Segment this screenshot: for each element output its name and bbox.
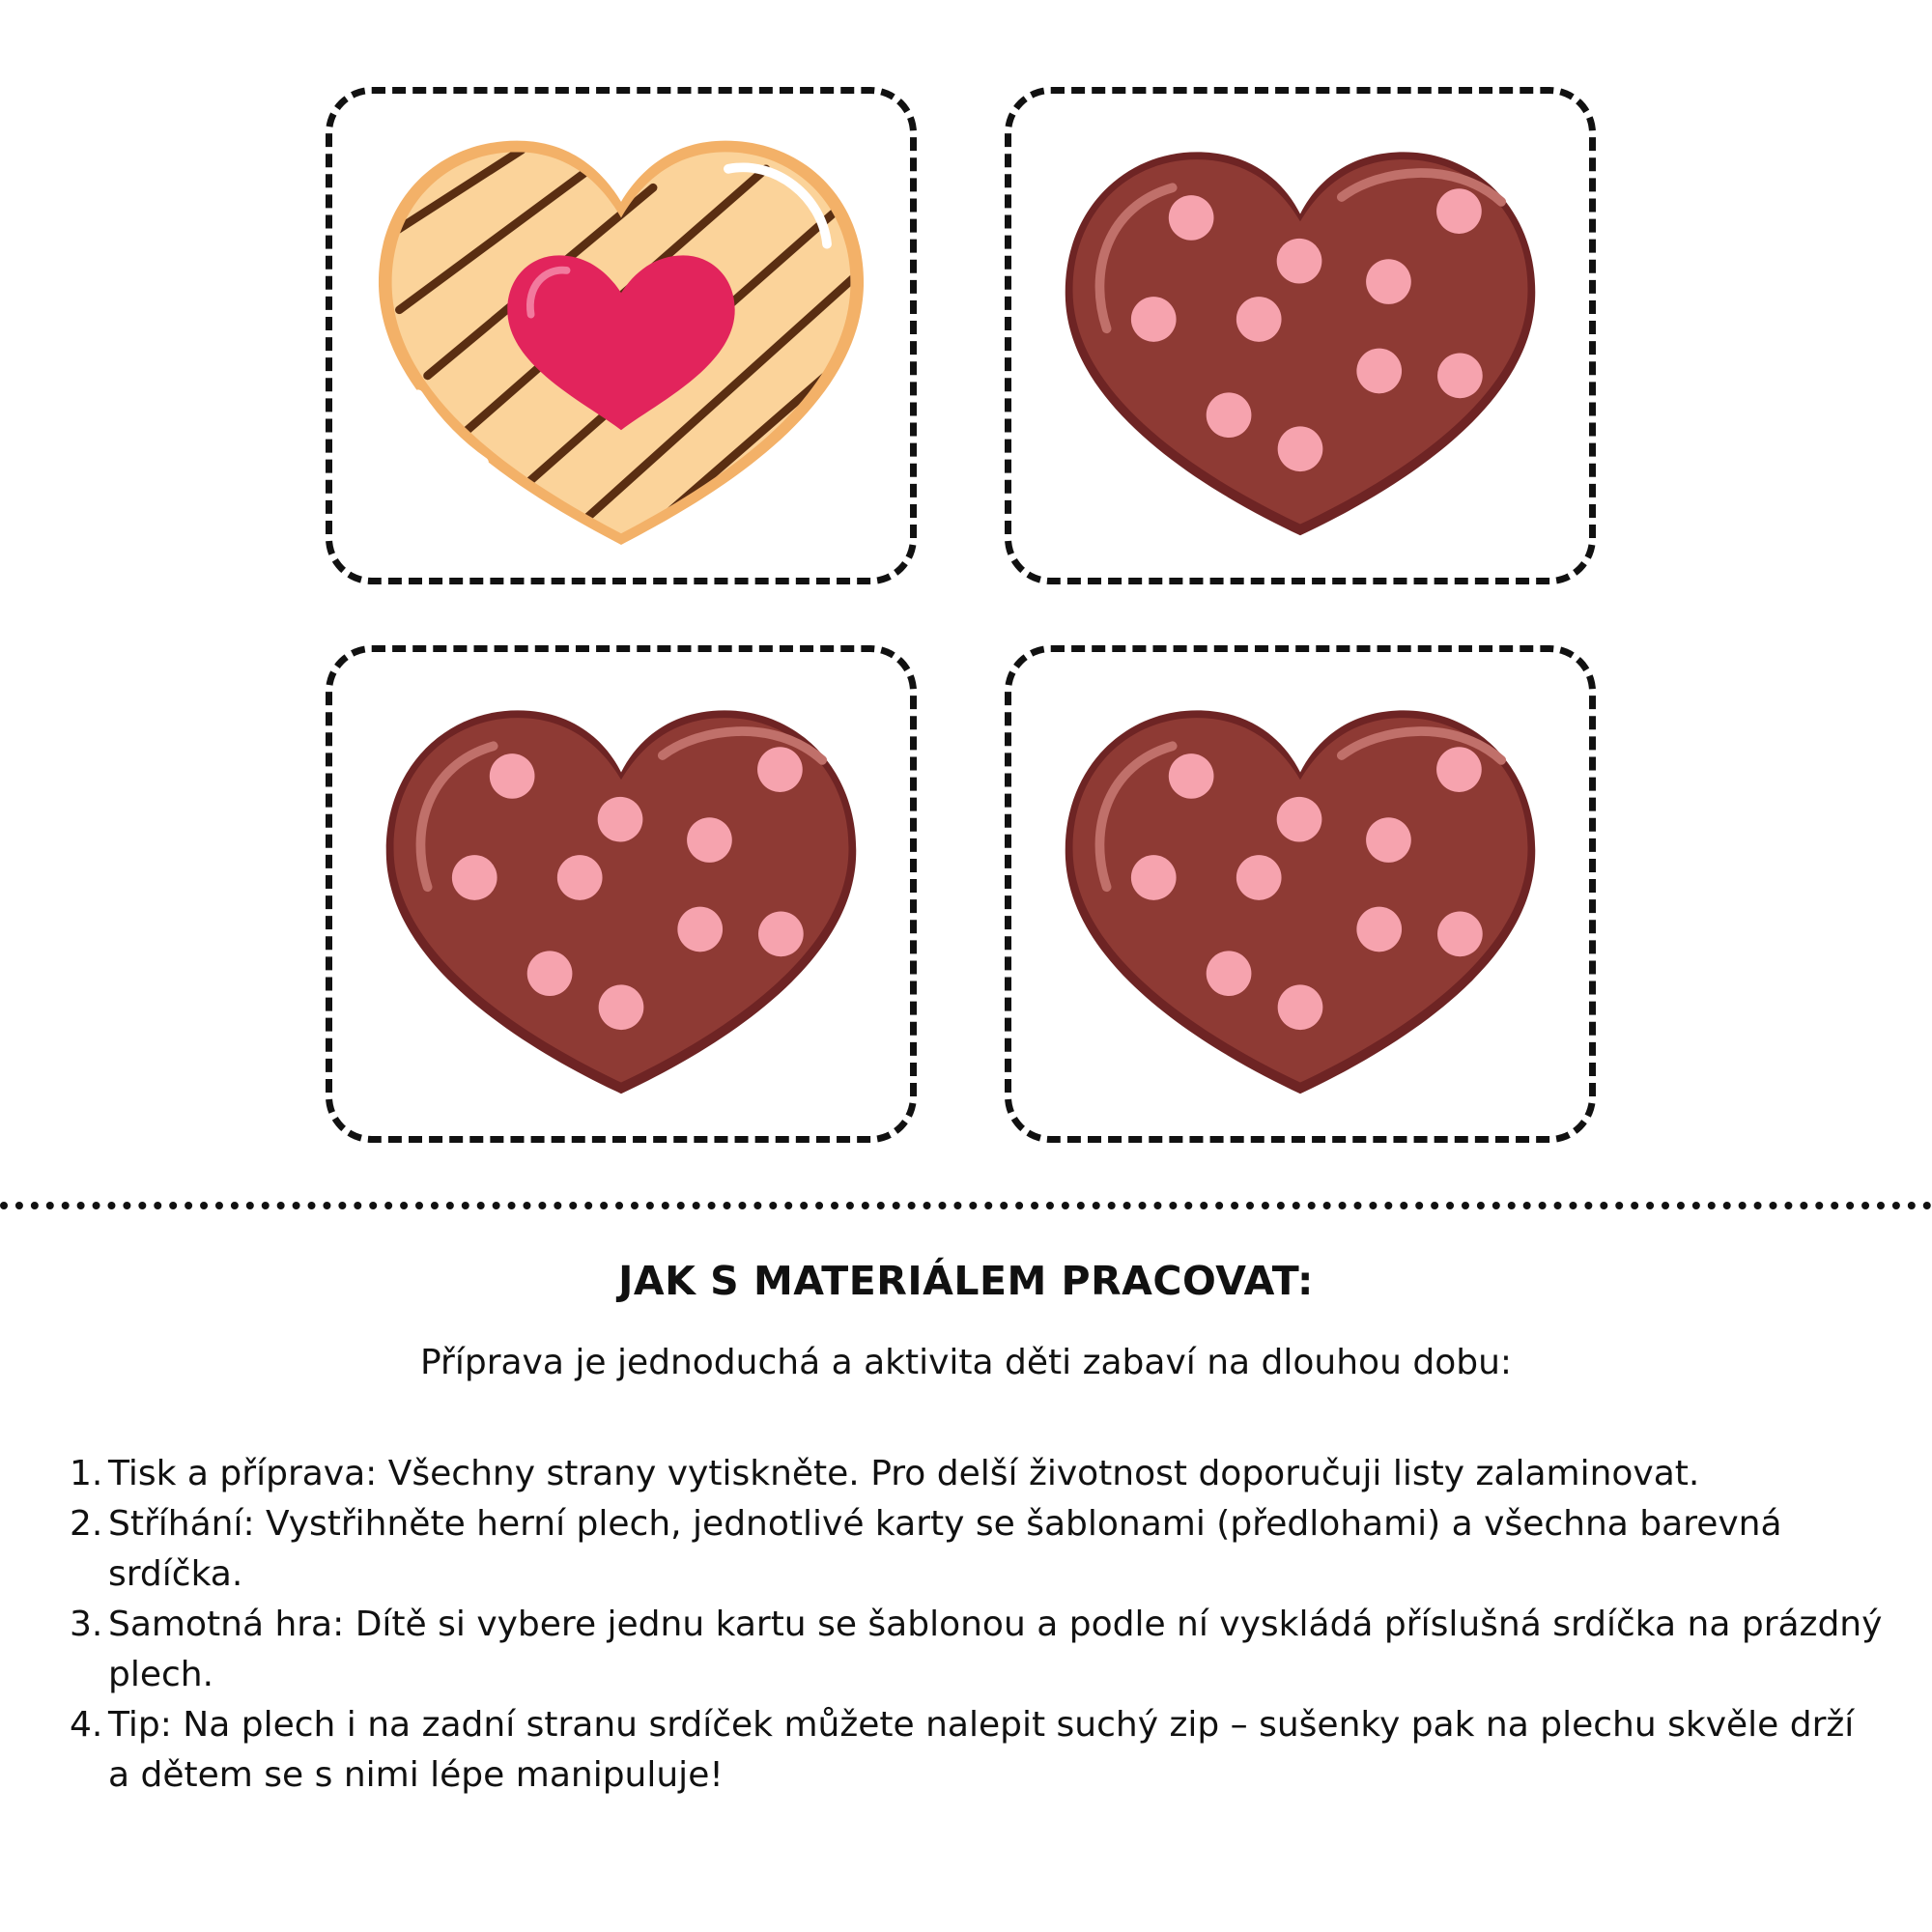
list-item [70, 1499, 1886, 1600]
list-item [70, 1700, 1886, 1801]
cut-line [0, 1202, 1932, 1209]
step-number: 1. [70, 1454, 103, 1493]
list-item [70, 1449, 1886, 1499]
chocolate-heart-sprinkles-icon [1011, 94, 1589, 578]
instructions-title: JAK S MATERIÁLEM PRACOVAT: [618, 1258, 1314, 1304]
step-number: 4. [70, 1705, 103, 1745]
template-card-3 [326, 645, 917, 1143]
glazed-heart-cookie-icon [332, 94, 910, 578]
template-card-4 [1005, 645, 1596, 1143]
step-text: Tisk a příprava: Všechny strany vytiskněte. Pro delší životnost doporučuji listy zalaminovat. [108, 1454, 1700, 1493]
step-text: Tip: Na plech i na zadní stranu srdíček můžete nalepit suchý zip – sušenky pak na plechu skvěle drží a dětem se s nimi lépe manipuluje! [108, 1705, 1855, 1795]
template-card-1 [326, 87, 917, 584]
step-text: Samotná hra: Dítě si vybere jednu kartu se šablonou a podle ní vyskládá příslušná srdíčka na prázdný plech. [108, 1605, 1883, 1694]
template-card-2 [1005, 87, 1596, 584]
step-text: Stříhání: Vystřihněte herní plech, jednotlivé karty se šablonami (předlohami) a všechna barevná srdíčka. [108, 1504, 1782, 1594]
step-number: 2. [70, 1504, 103, 1544]
list-item [70, 1600, 1886, 1700]
chocolate-heart-sprinkles-icon [1011, 652, 1589, 1136]
instructions-list [70, 1449, 1886, 1801]
chocolate-heart-sprinkles-icon [332, 652, 910, 1136]
step-number: 3. [70, 1605, 103, 1644]
instructions-intro: Příprava je jednoduchá a aktivita děti zabaví na dlouhou dobu: [419, 1343, 1513, 1382]
